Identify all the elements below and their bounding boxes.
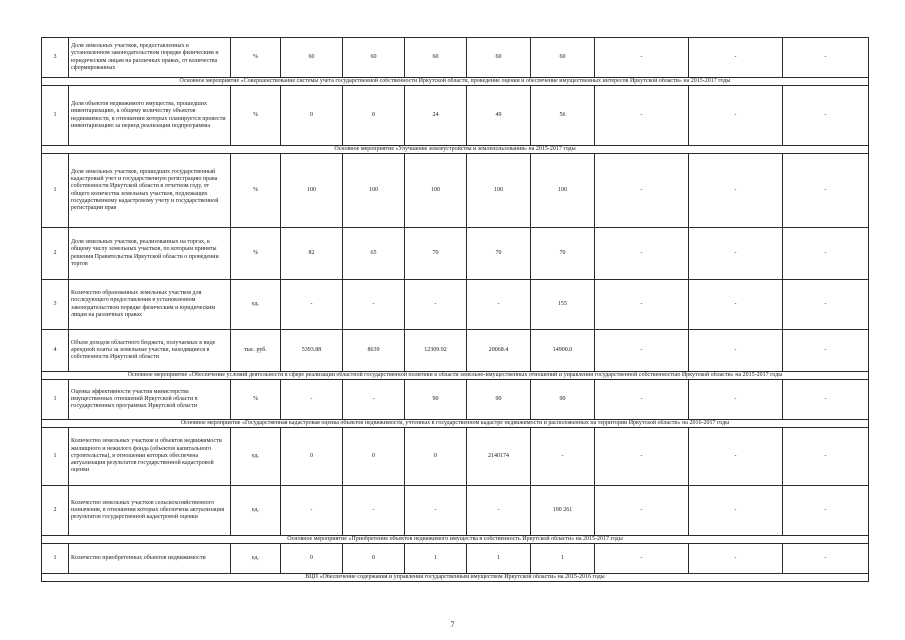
row-number: 1 [42, 380, 69, 420]
indicator-name: Доля земельных участков, реализованных на торгах, к общему числу земельных участков, по которым приняты решения Правительства Иркутской области о проведении торгов [69, 228, 231, 280]
indicator-row [42, 486, 869, 536]
indicator-name: Количество земельных участков и объектов недвижимости жилищного и нежилого фонда (объектов капитального строительства), в отношении которых обеспечена актуализация результатов государственной кадастровой оценки [69, 428, 231, 486]
value-cell: - [783, 486, 869, 536]
indicator-row [42, 86, 869, 146]
section-heading: Основное мероприятие «Приобретение объектов недвижимого имущества в собственность Иркутской области» на 2015-2017 годы [42, 536, 869, 544]
value-cell: - [783, 38, 869, 78]
value-cell: - [531, 428, 595, 486]
section-heading-row [42, 78, 869, 86]
value-cell: - [595, 38, 689, 78]
row-number: 1 [42, 544, 69, 574]
unit-cell: ед. [231, 544, 281, 574]
value-cell: - [595, 228, 689, 280]
value-cell: 5393.88 [281, 330, 343, 372]
value-cell: 0 [405, 428, 467, 486]
value-cell: 12309.92 [405, 330, 467, 372]
value-cell: - [281, 280, 343, 330]
section-heading-row [42, 372, 869, 380]
value-cell: 60 [531, 38, 595, 78]
value-cell: - [783, 228, 869, 280]
unit-cell: % [231, 228, 281, 280]
value-cell: 100 [405, 154, 467, 228]
value-cell: 70 [467, 228, 531, 280]
value-cell: 100 [531, 154, 595, 228]
indicator-name: Количество образованных земельных участков для последующего предоставления в установленном законодательством порядке физическим и юридическим лицам на различных правах [69, 280, 231, 330]
unit-cell: % [231, 154, 281, 228]
value-cell: 65 [343, 228, 405, 280]
unit-cell: ед. [231, 428, 281, 486]
value-cell: - [689, 86, 783, 146]
value-cell: - [689, 428, 783, 486]
value-cell: 24 [405, 86, 467, 146]
value-cell: 60 [405, 38, 467, 78]
value-cell: - [595, 280, 689, 330]
value-cell: - [783, 86, 869, 146]
value-cell: 20068.4 [467, 330, 531, 372]
unit-cell: % [231, 86, 281, 146]
value-cell: 100 [343, 154, 405, 228]
value-cell: 0 [343, 544, 405, 574]
unit-cell: % [231, 38, 281, 78]
indicator-name: Доля земельных участков, предоставленных в установленном законодательством порядке физическим и юридическим лицам на различных правах, от количества сформированных [69, 38, 231, 78]
row-number: 1 [42, 86, 69, 146]
value-cell: - [783, 330, 869, 372]
indicator-name: Доля земельных участков, прошедших государственный кадастровый учет и государственную регистрацию права собственности Иркутской области в отчетном году, от общего количества земельных участков, подлежащих государственному кадастровому учету и государственной регистрации прав [69, 154, 231, 228]
value-cell: - [783, 544, 869, 574]
value-cell: - [783, 154, 869, 228]
value-cell: 155 [531, 280, 595, 330]
value-cell: 2140174 [467, 428, 531, 486]
indicator-row [42, 330, 869, 372]
value-cell: 60 [467, 38, 531, 78]
row-number: 1 [42, 428, 69, 486]
value-cell: - [595, 486, 689, 536]
value-cell: - [689, 544, 783, 574]
value-cell: - [595, 330, 689, 372]
section-heading: Основное мероприятие «Улучшение землеустройства и землепользования» на 2015-2017 годы [42, 146, 869, 154]
value-cell: 49 [467, 86, 531, 146]
row-number: 2 [42, 228, 69, 280]
value-cell: 0 [281, 428, 343, 486]
value-cell: 100 [467, 154, 531, 228]
page-number: 7 [450, 620, 455, 629]
indicator-name: Количество приобретенных объектов недвижимости [69, 544, 231, 574]
value-cell: - [689, 280, 783, 330]
section-heading-row [42, 536, 869, 544]
value-cell: - [689, 228, 783, 280]
indicator-row [42, 228, 869, 280]
unit-cell: % [231, 380, 281, 420]
value-cell: 70 [531, 228, 595, 280]
value-cell: 70 [405, 228, 467, 280]
row-number: 4 [42, 330, 69, 372]
value-cell: 8639 [343, 330, 405, 372]
row-number: 2 [42, 486, 69, 536]
row-number: 1 [42, 154, 69, 228]
indicator-row [42, 154, 869, 228]
indicators-table-body [42, 38, 869, 582]
value-cell: - [783, 428, 869, 486]
value-cell: - [595, 154, 689, 228]
value-cell: 0 [343, 86, 405, 146]
row-number: 3 [42, 38, 69, 78]
indicator-name: Количество земельных участков сельскохозяйственного назначения, в отношении которых обеспечена актуализация результатов государственной кадастровой оценки [69, 486, 231, 536]
value-cell: - [467, 280, 531, 330]
value-cell: - [281, 486, 343, 536]
indicator-row [42, 280, 869, 330]
indicator-name: Доля объектов недвижимого имущества, прошедших инвентаризацию, к общему количеству объектов недвижимости, в отношении которых планируется провести инвентаризацию за период реализации подпрограммы [69, 86, 231, 146]
value-cell: - [595, 86, 689, 146]
section-heading: Основное мероприятие «Совершенствование системы учета государственной собственности Иркутской области, проведение оценки и обеспечение имущественных интересов Иркутской области» на 2015-2017 годы [42, 78, 869, 86]
value-cell: 90 [531, 380, 595, 420]
section-heading: Основное мероприятие «Государственная кадастровая оценка объектов недвижимости, учтенных в государственном кадастре недвижимости и расположенных на территории Иркутской области» на 2016-2017 годы [42, 420, 869, 428]
value-cell: 56 [531, 86, 595, 146]
section-heading: ВЦП «Обеспечение содержания и управления государственным имуществом Иркутской области» на 2015-2016 годы [42, 574, 869, 582]
value-cell: 14900.0 [531, 330, 595, 372]
unit-cell: ед. [231, 486, 281, 536]
unit-cell: тыс. руб. [231, 330, 281, 372]
value-cell: 0 [343, 428, 405, 486]
indicators-table [41, 37, 869, 582]
value-cell: - [405, 280, 467, 330]
value-cell: - [689, 380, 783, 420]
value-cell: - [343, 486, 405, 536]
value-cell: - [343, 380, 405, 420]
section-heading-row [42, 574, 869, 582]
value-cell: - [783, 380, 869, 420]
indicator-row [42, 38, 869, 78]
value-cell: 82 [281, 228, 343, 280]
value-cell: 100 [281, 154, 343, 228]
section-heading-row [42, 146, 869, 154]
value-cell: - [783, 280, 869, 330]
value-cell: 0 [281, 86, 343, 146]
section-heading: Основное мероприятие «Обеспечение условий деятельности в сфере реализации областной государственной политики в области земельно-имущественных отношений и управления государственной собственностью Иркутской области» на 2015-2017 годы [42, 372, 869, 380]
indicator-row [42, 428, 869, 486]
value-cell: - [281, 380, 343, 420]
value-cell: 60 [343, 38, 405, 78]
value-cell: 90 [405, 380, 467, 420]
unit-cell: ед. [231, 280, 281, 330]
section-heading-row [42, 420, 869, 428]
value-cell: - [467, 486, 531, 536]
value-cell: 1 [467, 544, 531, 574]
value-cell: - [689, 154, 783, 228]
value-cell: 1 [405, 544, 467, 574]
indicator-name: Объем доходов областного бюджета, получаемых в виде арендной платы за земельные участки, находящиеся в собственности Иркутской области [69, 330, 231, 372]
indicator-row [42, 380, 869, 420]
value-cell: - [405, 486, 467, 536]
value-cell: 60 [281, 38, 343, 78]
value-cell: - [689, 38, 783, 78]
indicator-name: Оценка эффективности участия министерства имущественных отношений Иркутской области в государственных программах Иркутской области [69, 380, 231, 420]
value-cell: 0 [281, 544, 343, 574]
value-cell: 90 [467, 380, 531, 420]
value-cell: - [595, 428, 689, 486]
value-cell: - [343, 280, 405, 330]
value-cell: 190 261 [531, 486, 595, 536]
value-cell: - [595, 380, 689, 420]
value-cell: - [689, 330, 783, 372]
value-cell: - [595, 544, 689, 574]
row-number: 3 [42, 280, 69, 330]
value-cell: 1 [531, 544, 595, 574]
value-cell: - [689, 486, 783, 536]
indicator-row [42, 544, 869, 574]
